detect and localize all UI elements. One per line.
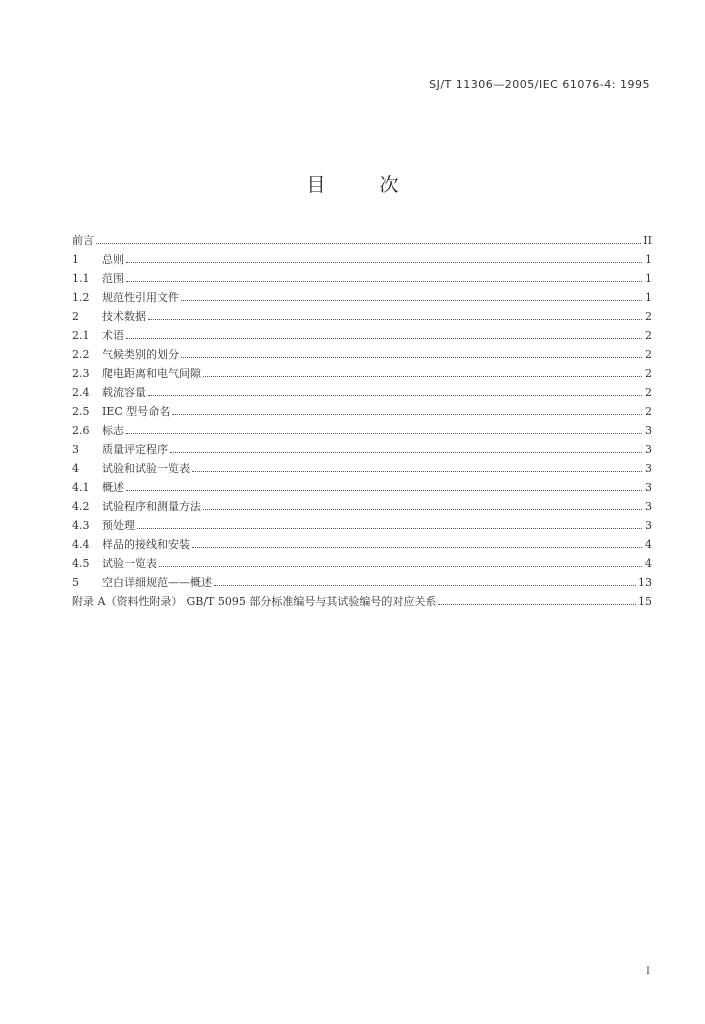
- toc-dot-leader: [126, 432, 642, 434]
- toc-entry-title: 爬电距离和电气间隙: [102, 367, 201, 380]
- toc-entry-number: 4.4: [72, 538, 90, 551]
- toc-entry[interactable]: [72, 380, 652, 399]
- toc-dot-leader: [172, 413, 642, 415]
- toc-entry-page: 2: [645, 329, 652, 342]
- toc-entry-title: 前言: [72, 234, 94, 247]
- toc-entry-number: 2: [72, 310, 79, 323]
- toc-entry[interactable]: [72, 418, 652, 437]
- toc-entry[interactable]: [72, 494, 652, 513]
- toc-entry-page: 3: [645, 500, 652, 513]
- toc-entry-page: 2: [645, 348, 652, 361]
- toc-entry[interactable]: [72, 285, 652, 304]
- toc-entry-page: 13: [638, 576, 652, 589]
- toc-entry[interactable]: [72, 589, 652, 608]
- toc-entry-number: 4.2: [72, 500, 90, 513]
- toc-entry-title: 载流容量: [102, 386, 146, 399]
- toc-dot-leader: [192, 470, 642, 472]
- toc-entry[interactable]: [72, 551, 652, 570]
- toc-entry-title: 概述: [102, 481, 124, 494]
- toc-entry-number: 4.3: [72, 519, 90, 532]
- toc-entry-title: 标志: [102, 424, 124, 437]
- toc-entry[interactable]: [72, 342, 652, 361]
- toc-entry-page: 3: [645, 462, 652, 475]
- toc-entry[interactable]: [72, 228, 652, 247]
- toc-dot-leader: [181, 299, 642, 301]
- toc-entry[interactable]: [72, 456, 652, 475]
- toc-entry-title: 质量评定程序: [102, 443, 168, 456]
- toc-title: 目 次: [306, 174, 399, 196]
- toc-dot-leader: [214, 584, 636, 586]
- toc-entry-page: 1: [645, 291, 652, 304]
- toc-dot-leader: [159, 565, 642, 567]
- toc-entry[interactable]: [72, 570, 652, 589]
- toc-entry-page: 3: [645, 481, 652, 494]
- toc-entry-number: 2.6: [72, 424, 90, 437]
- toc-entry-number: 1: [72, 253, 79, 266]
- toc-entry-page: 2: [645, 386, 652, 399]
- toc-entry-number: 4: [72, 462, 79, 475]
- toc-dot-leader: [126, 261, 642, 263]
- toc-entry[interactable]: [72, 475, 652, 494]
- toc-dot-leader: [438, 603, 636, 605]
- toc-entry-page: 4: [645, 538, 652, 551]
- toc-entry-number: 1.1: [72, 272, 90, 285]
- toc-entry-page: 2: [645, 310, 652, 323]
- toc-entry[interactable]: [72, 323, 652, 342]
- toc-entry-title: GB/T 5095 部分标准编号与其试验编号的对应关系: [186, 595, 437, 608]
- toc-entry-page: II: [643, 234, 652, 247]
- toc-entry[interactable]: [72, 247, 652, 266]
- toc-entry[interactable]: [72, 266, 652, 285]
- toc-entry-page: 1: [645, 253, 652, 266]
- toc-entry-title: 空白详细规范——概述: [102, 576, 212, 589]
- toc-entry-number: 附录 A（资料性附录）: [72, 595, 183, 608]
- toc-entry-title: 术语: [102, 329, 124, 342]
- toc-entry-page: 2: [645, 367, 652, 380]
- toc-entry-number: 4.1: [72, 481, 90, 494]
- toc-dot-leader: [126, 337, 642, 339]
- toc-entry-number: 4.5: [72, 557, 90, 570]
- toc-entry-title: 试验程序和测量方法: [102, 500, 201, 513]
- toc-dot-leader: [203, 375, 642, 377]
- toc-entry-number: 2.2: [72, 348, 90, 361]
- toc-entry[interactable]: [72, 399, 652, 418]
- toc-entry-page: 3: [645, 443, 652, 456]
- toc-entry-title: 试验和试验一览表: [102, 462, 190, 475]
- toc-entry-number: 2.5: [72, 405, 90, 418]
- toc-entry-title: 总则: [102, 253, 124, 266]
- toc-entry-number: 2.1: [72, 329, 90, 342]
- toc-list: [72, 228, 652, 608]
- toc-entry[interactable]: [72, 361, 652, 380]
- toc-entry-page: 15: [638, 595, 652, 608]
- toc-entry[interactable]: [72, 304, 652, 323]
- toc-dot-leader: [126, 280, 642, 282]
- toc-entry-title: 规范性引用文件: [102, 291, 179, 304]
- toc-entry-title: IEC 型号命名: [102, 405, 171, 418]
- toc-entry[interactable]: [72, 513, 652, 532]
- toc-entry-number: 2.3: [72, 367, 90, 380]
- toc-entry-page: 3: [645, 424, 652, 437]
- toc-entry-title: 预处理: [102, 519, 135, 532]
- toc-entry-title: 气候类别的划分: [102, 348, 179, 361]
- toc-dot-leader: [192, 546, 642, 548]
- standard-number-header: SJ/T 11306—2005/IEC 61076-4: 1995: [429, 78, 650, 91]
- toc-dot-leader: [203, 508, 642, 510]
- toc-dot-leader: [96, 242, 641, 244]
- toc-entry-title: 技术数据: [102, 310, 146, 323]
- toc-entry-title: 样品的接线和安装: [102, 538, 190, 551]
- toc-dot-leader: [148, 318, 642, 320]
- toc-dot-leader: [126, 489, 642, 491]
- toc-entry[interactable]: [72, 437, 652, 456]
- footer-page-number: I: [646, 966, 650, 977]
- toc-entry-page: 4: [645, 557, 652, 570]
- toc-dot-leader: [181, 356, 642, 358]
- toc-entry-number: 5: [72, 576, 79, 589]
- toc-entry-number: 2.4: [72, 386, 90, 399]
- toc-dot-leader: [137, 527, 642, 529]
- toc-entry[interactable]: [72, 532, 652, 551]
- toc-entry-number: 1.2: [72, 291, 90, 304]
- toc-entry-page: 1: [645, 272, 652, 285]
- toc-entry-title: 范围: [102, 272, 124, 285]
- toc-dot-leader: [170, 451, 642, 453]
- toc-dot-leader: [148, 394, 642, 396]
- toc-entry-page: 3: [645, 519, 652, 532]
- toc-entry-title: 试验一览表: [102, 557, 157, 570]
- toc-entry-number: 3: [72, 443, 79, 456]
- toc-entry-page: 2: [645, 405, 652, 418]
